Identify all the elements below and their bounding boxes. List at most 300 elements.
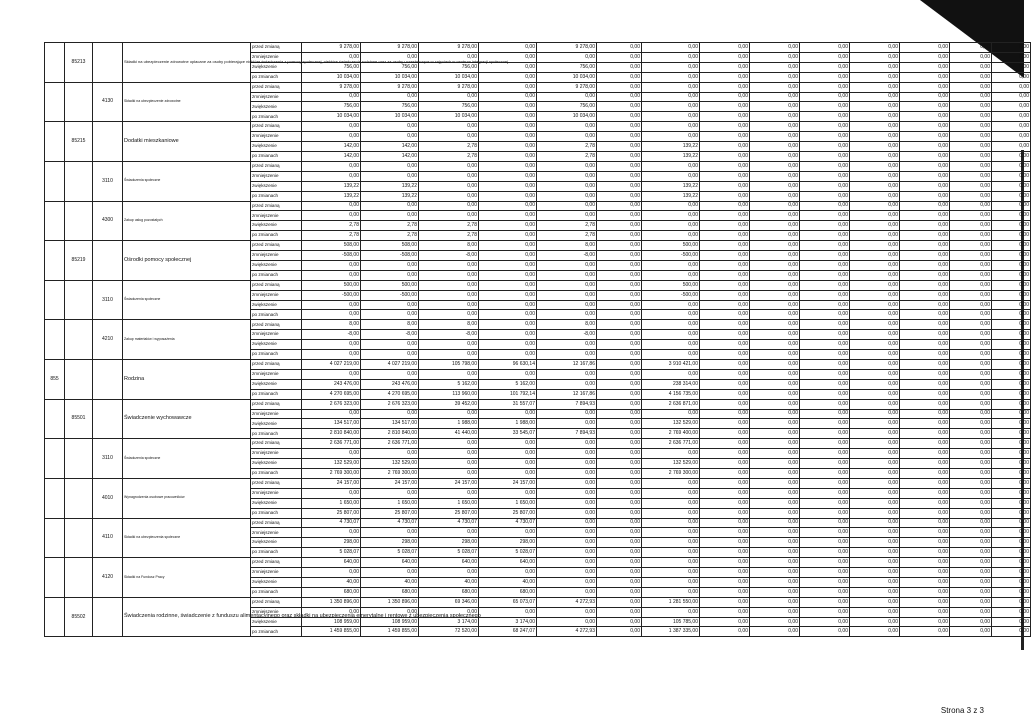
amount-cell: 0,00	[850, 62, 900, 72]
amount-cell: 0,00	[642, 72, 700, 82]
amount-cell: 3 174,00	[419, 617, 479, 627]
amount-cell: 0,00	[850, 577, 900, 587]
amount-cell: 0,00	[700, 231, 750, 241]
item-name-cell: Składki na ubezpieczenie zdrowotne	[123, 82, 251, 122]
amount-cell: 0,00	[850, 151, 900, 161]
amount-cell: 0,00	[750, 82, 800, 92]
amount-cell: 132 529,00	[302, 459, 361, 469]
amount-cell: 65 073,07	[479, 597, 537, 607]
amount-cell: 0,00	[850, 231, 900, 241]
amount-cell: 0,00	[950, 92, 992, 102]
amount-cell: 0,00	[537, 290, 597, 300]
amount-cell: 0,00	[992, 280, 1031, 290]
amount-cell: 0,00	[361, 409, 419, 419]
amount-cell: 0,00	[950, 597, 992, 607]
change-type-label: zwiększenie	[251, 62, 302, 72]
amount-cell: 0,00	[950, 518, 992, 528]
amount-cell: 0,00	[800, 132, 850, 142]
amount-cell: 0,00	[850, 518, 900, 528]
amount-cell: 0,00	[850, 508, 900, 518]
amount-cell: 0,00	[800, 251, 850, 261]
amount-cell: 142,00	[361, 151, 419, 161]
amount-cell: 0,00	[479, 449, 537, 459]
change-type-label: przed zmianą	[251, 82, 302, 92]
amount-cell: 0,00	[950, 409, 992, 419]
amount-cell: 0,00	[850, 399, 900, 409]
change-type-label: po zmianach	[251, 548, 302, 558]
amount-cell: 0,00	[419, 270, 479, 280]
amount-cell: 0,00	[537, 617, 597, 627]
amount-cell: 0,00	[479, 161, 537, 171]
amount-cell: 0,00	[479, 320, 537, 330]
amount-cell: 0,00	[900, 142, 950, 152]
item-name-cell: Wynagrodzenia osobowe pracowników	[123, 478, 251, 518]
amount-cell: 0,00	[750, 528, 800, 538]
amount-cell: 0,00	[700, 379, 750, 389]
amount-cell: 0,00	[537, 498, 597, 508]
amount-cell: 0,00	[361, 528, 419, 538]
amount-cell: 0,00	[750, 577, 800, 587]
amount-cell: 0,00	[642, 508, 700, 518]
amount-cell: 0,00	[750, 498, 800, 508]
amount-cell: 0,00	[700, 62, 750, 72]
amount-cell: 0,00	[597, 548, 642, 558]
amount-cell: 0,00	[700, 270, 750, 280]
table-row	[45, 320, 1031, 330]
amount-cell: 5 162,00	[479, 379, 537, 389]
amount-cell: 0,00	[850, 171, 900, 181]
amount-cell: 0,00	[642, 330, 700, 340]
dzial-cell	[45, 82, 65, 122]
amount-cell: 0,00	[597, 300, 642, 310]
amount-cell: 0,00	[642, 577, 700, 587]
amount-cell: 0,00	[850, 607, 900, 617]
amount-cell: 0,00	[900, 409, 950, 419]
amount-cell: 0,00	[479, 43, 537, 53]
amount-cell: 4 272,93	[537, 597, 597, 607]
change-type-label: po zmianach	[251, 468, 302, 478]
amount-cell: 0,00	[700, 340, 750, 350]
amount-cell: 139,22	[642, 181, 700, 191]
amount-cell: 0,00	[900, 627, 950, 637]
amount-cell: 4 730,07	[302, 518, 361, 528]
amount-cell: 0,00	[800, 122, 850, 132]
amount-cell: 0,00	[479, 369, 537, 379]
amount-cell: 0,00	[700, 82, 750, 92]
amount-cell: 0,00	[850, 300, 900, 310]
amount-cell: 0,00	[642, 211, 700, 221]
amount-cell: 2,78	[419, 231, 479, 241]
amount-cell: 2,78	[361, 221, 419, 231]
amount-cell: 0,00	[992, 568, 1031, 578]
amount-cell: 0,00	[950, 191, 992, 201]
amount-cell: 132 529,00	[642, 419, 700, 429]
rozdzial-cell	[65, 558, 93, 598]
amount-cell: 0,00	[800, 449, 850, 459]
change-type-label: przed zmianą	[251, 320, 302, 330]
amount-cell: 2,78	[537, 142, 597, 152]
amount-cell: 2,78	[302, 231, 361, 241]
amount-cell: 0,00	[992, 241, 1031, 251]
amount-cell: 0,00	[800, 82, 850, 92]
amount-cell: 0,00	[900, 330, 950, 340]
amount-cell: 0,00	[700, 478, 750, 488]
amount-cell: 8,00	[302, 320, 361, 330]
amount-cell: 139,22	[642, 191, 700, 201]
amount-cell: 0,00	[642, 201, 700, 211]
amount-cell: 0,00	[537, 468, 597, 478]
paragraf-cell: 4120	[93, 558, 123, 598]
item-name-cell: Świadczenia społeczne	[123, 280, 251, 320]
amount-cell: 0,00	[750, 449, 800, 459]
amount-cell: 0,00	[800, 112, 850, 122]
amount-cell: 0,00	[900, 310, 950, 320]
amount-cell: 0,00	[597, 211, 642, 221]
amount-cell: 2,78	[537, 151, 597, 161]
amount-cell: 0,00	[992, 52, 1031, 62]
amount-cell: 0,00	[800, 369, 850, 379]
amount-cell: 0,00	[642, 171, 700, 181]
amount-cell: 0,00	[700, 260, 750, 270]
amount-cell: 0,00	[642, 548, 700, 558]
amount-cell: 0,00	[850, 429, 900, 439]
amount-cell: 0,00	[361, 132, 419, 142]
amount-cell: 0,00	[597, 191, 642, 201]
amount-cell: 0,00	[900, 300, 950, 310]
amount-cell: 2,78	[419, 221, 479, 231]
amount-cell: 640,00	[361, 558, 419, 568]
amount-cell: 0,00	[900, 568, 950, 578]
amount-cell: 8,00	[537, 241, 597, 251]
amount-cell: 0,00	[800, 468, 850, 478]
change-type-label: zwiększenie	[251, 300, 302, 310]
amount-cell: 0,00	[850, 468, 900, 478]
amount-cell: 0,00	[800, 379, 850, 389]
amount-cell: 0,00	[850, 241, 900, 251]
paragraf-cell	[93, 399, 123, 439]
amount-cell: 1 350 896,00	[302, 597, 361, 607]
amount-cell: 3 174,00	[479, 617, 537, 627]
amount-cell: 0,00	[900, 241, 950, 251]
change-type-label: przed zmianą	[251, 360, 302, 370]
amount-cell: 640,00	[302, 558, 361, 568]
rozdzial-cell: 85215	[65, 122, 93, 162]
dzial-cell	[45, 280, 65, 320]
amount-cell: 0,00	[900, 43, 950, 53]
amount-cell: 0,00	[700, 419, 750, 429]
amount-cell: 0,00	[900, 439, 950, 449]
amount-cell: 0,00	[700, 191, 750, 201]
amount-cell: 0,00	[992, 389, 1031, 399]
amount-cell: 0,00	[850, 360, 900, 370]
amount-cell: 0,00	[750, 251, 800, 261]
amount-cell: 0,00	[597, 43, 642, 53]
amount-cell: 0,00	[800, 409, 850, 419]
amount-cell: 0,00	[361, 122, 419, 132]
change-type-label: po zmianach	[251, 587, 302, 597]
amount-cell: 0,00	[642, 132, 700, 142]
amount-cell: 0,00	[850, 280, 900, 290]
amount-cell: 0,00	[597, 350, 642, 360]
amount-cell: 2,78	[302, 221, 361, 231]
amount-cell: 5 028,07	[302, 548, 361, 558]
amount-cell: 298,00	[419, 538, 479, 548]
amount-cell: 0,00	[800, 538, 850, 548]
amount-cell: 0,00	[597, 151, 642, 161]
change-type-label: zwiększenie	[251, 498, 302, 508]
amount-cell: 0,00	[900, 508, 950, 518]
amount-cell: 0,00	[750, 369, 800, 379]
amount-cell: 0,00	[642, 122, 700, 132]
amount-cell: 0,00	[750, 62, 800, 72]
amount-cell: 0,00	[642, 231, 700, 241]
amount-cell: 0,00	[750, 587, 800, 597]
amount-cell: 0,00	[800, 429, 850, 439]
amount-cell: 0,00	[642, 350, 700, 360]
amount-cell: 24 157,00	[361, 478, 419, 488]
amount-cell: 0,00	[900, 270, 950, 280]
amount-cell: 0,00	[700, 468, 750, 478]
change-type-label: po zmianach	[251, 310, 302, 320]
amount-cell: 0,00	[900, 290, 950, 300]
amount-cell: 4 270 695,00	[361, 389, 419, 399]
amount-cell: 0,00	[992, 399, 1031, 409]
amount-cell: 0,00	[850, 43, 900, 53]
amount-cell: 0,00	[302, 201, 361, 211]
amount-cell: 0,00	[800, 310, 850, 320]
amount-cell: 0,00	[700, 577, 750, 587]
amount-cell: -8,00	[419, 330, 479, 340]
amount-cell: 25 807,00	[479, 508, 537, 518]
amount-cell: 0,00	[479, 171, 537, 181]
amount-cell: 0,00	[950, 102, 992, 112]
amount-cell: 0,00	[597, 587, 642, 597]
amount-cell: 0,00	[597, 132, 642, 142]
amount-cell: 0,00	[642, 221, 700, 231]
dzial-cell	[45, 122, 65, 162]
amount-cell: 0,00	[950, 577, 992, 587]
amount-cell: 0,00	[361, 161, 419, 171]
amount-cell: 0,00	[642, 449, 700, 459]
amount-cell: 0,00	[992, 122, 1031, 132]
amount-cell: 0,00	[950, 310, 992, 320]
amount-cell: 0,00	[800, 201, 850, 211]
change-type-label: przed zmianą	[251, 43, 302, 53]
amount-cell: 0,00	[700, 241, 750, 251]
amount-cell: 0,00	[800, 488, 850, 498]
amount-cell: 0,00	[419, 459, 479, 469]
amount-cell: 0,00	[800, 142, 850, 152]
amount-cell: 0,00	[950, 221, 992, 231]
amount-cell: 0,00	[537, 92, 597, 102]
amount-cell: 0,00	[992, 82, 1031, 92]
amount-cell: 0,00	[950, 617, 992, 627]
amount-cell: 0,00	[850, 488, 900, 498]
amount-cell: 0,00	[700, 52, 750, 62]
amount-cell: 0,00	[302, 528, 361, 538]
amount-cell: 500,00	[642, 241, 700, 251]
amount-cell: 0,00	[800, 518, 850, 528]
change-type-label: zmniejszenie	[251, 251, 302, 261]
amount-cell: 0,00	[597, 340, 642, 350]
amount-cell: 0,00	[950, 548, 992, 558]
amount-cell: 0,00	[750, 419, 800, 429]
amount-cell: 0,00	[537, 419, 597, 429]
amount-cell: 0,00	[419, 409, 479, 419]
amount-cell: 0,00	[700, 508, 750, 518]
change-type-label: po zmianach	[251, 429, 302, 439]
amount-cell: 0,00	[800, 548, 850, 558]
amount-cell: 0,00	[537, 488, 597, 498]
item-name-cell: Składki na ubezpieczenia społeczne	[123, 518, 251, 558]
paragraf-cell	[93, 360, 123, 400]
amount-cell: 0,00	[302, 92, 361, 102]
amount-cell: 0,00	[537, 211, 597, 221]
change-type-label: zwiększenie	[251, 340, 302, 350]
amount-cell: 0,00	[992, 528, 1031, 538]
amount-cell: 108 959,00	[361, 617, 419, 627]
amount-cell: 0,00	[800, 290, 850, 300]
table-row	[45, 241, 1031, 251]
amount-cell: 0,00	[850, 330, 900, 340]
amount-cell: 0,00	[642, 52, 700, 62]
amount-cell: 0,00	[992, 201, 1031, 211]
amount-cell: 134 517,00	[302, 419, 361, 429]
amount-cell: 0,00	[992, 409, 1031, 419]
amount-cell: 0,00	[750, 122, 800, 132]
amount-cell: 0,00	[800, 350, 850, 360]
amount-cell: 0,00	[597, 241, 642, 251]
amount-cell: 0,00	[992, 112, 1031, 122]
amount-cell: 0,00	[992, 310, 1031, 320]
amount-cell: 0,00	[597, 112, 642, 122]
amount-cell: 0,00	[597, 597, 642, 607]
amount-cell: 0,00	[700, 43, 750, 53]
amount-cell: 2 810 840,00	[302, 429, 361, 439]
amount-cell: 0,00	[750, 310, 800, 320]
amount-cell: 0,00	[750, 518, 800, 528]
amount-cell: 139,22	[361, 181, 419, 191]
amount-cell: 0,00	[597, 290, 642, 300]
amount-cell: 0,00	[850, 597, 900, 607]
amount-cell: 0,00	[992, 161, 1031, 171]
amount-cell: 0,00	[900, 112, 950, 122]
amount-cell: 0,00	[302, 340, 361, 350]
amount-cell: 0,00	[992, 171, 1031, 181]
table-row	[45, 201, 1031, 211]
amount-cell: 0,00	[597, 360, 642, 370]
amount-cell: 0,00	[992, 548, 1031, 558]
amount-cell: 2,78	[537, 231, 597, 241]
amount-cell: 0,00	[992, 429, 1031, 439]
amount-cell: 0,00	[950, 161, 992, 171]
amount-cell: 0,00	[992, 290, 1031, 300]
amount-cell: 9 278,00	[537, 43, 597, 53]
amount-cell: 0,00	[900, 617, 950, 627]
amount-cell: 0,00	[992, 350, 1031, 360]
amount-cell: 0,00	[750, 151, 800, 161]
amount-cell: 0,00	[597, 251, 642, 261]
amount-cell: 0,00	[900, 459, 950, 469]
amount-cell: 0,00	[750, 161, 800, 171]
amount-cell: 0,00	[750, 181, 800, 191]
amount-cell: 4 156 735,00	[642, 389, 700, 399]
amount-cell: 0,00	[479, 251, 537, 261]
amount-cell: -8,00	[419, 251, 479, 261]
amount-cell: 1 281 550,00	[642, 597, 700, 607]
change-type-label: przed zmianą	[251, 280, 302, 290]
amount-cell: 0,00	[950, 260, 992, 270]
amount-cell: 0,00	[419, 290, 479, 300]
amount-cell: 10 034,00	[361, 72, 419, 82]
amount-cell: 68 247,07	[479, 627, 537, 637]
amount-cell: 0,00	[642, 310, 700, 320]
item-name-cell: Ośrodki pomocy społecznej	[123, 241, 251, 281]
amount-cell: 0,00	[750, 280, 800, 290]
amount-cell: 0,00	[900, 201, 950, 211]
amount-cell: 0,00	[361, 310, 419, 320]
change-type-label: zwiększenie	[251, 617, 302, 627]
amount-cell: 0,00	[850, 92, 900, 102]
amount-cell: 25 807,00	[361, 508, 419, 518]
amount-cell: -8,00	[537, 330, 597, 340]
amount-cell: 0,00	[700, 181, 750, 191]
amount-cell: 0,00	[800, 568, 850, 578]
paragraf-cell: 4300	[93, 201, 123, 241]
amount-cell: 0,00	[950, 112, 992, 122]
dzial-cell	[45, 558, 65, 598]
amount-cell: 0,00	[950, 429, 992, 439]
amount-cell: 4 730,07	[419, 518, 479, 528]
amount-cell: 0,00	[537, 260, 597, 270]
amount-cell: 0,00	[750, 399, 800, 409]
amount-cell: 0,00	[992, 419, 1031, 429]
amount-cell: 0,00	[642, 112, 700, 122]
amount-cell: 508,00	[361, 241, 419, 251]
amount-cell: 0,00	[700, 538, 750, 548]
amount-cell: 756,00	[302, 102, 361, 112]
amount-cell: 0,00	[800, 300, 850, 310]
amount-cell: 0,00	[597, 449, 642, 459]
amount-cell: 0,00	[950, 270, 992, 280]
amount-cell: 9 278,00	[419, 43, 479, 53]
amount-cell: 0,00	[302, 449, 361, 459]
amount-cell: 0,00	[900, 151, 950, 161]
amount-cell: 1 459 855,00	[302, 627, 361, 637]
amount-cell: 756,00	[419, 62, 479, 72]
amount-cell: 0,00	[597, 577, 642, 587]
rozdzial-cell	[65, 439, 93, 479]
amount-cell: 0,00	[537, 350, 597, 360]
amount-cell: 756,00	[537, 62, 597, 72]
amount-cell: 0,00	[419, 122, 479, 132]
amount-cell: 0,00	[992, 587, 1031, 597]
amount-cell: 0,00	[302, 310, 361, 320]
amount-cell: 0,00	[992, 508, 1031, 518]
amount-cell: 0,00	[800, 498, 850, 508]
amount-cell: 0,00	[479, 211, 537, 221]
amount-cell: 0,00	[597, 72, 642, 82]
amount-cell: 0,00	[900, 488, 950, 498]
amount-cell: 0,00	[597, 389, 642, 399]
amount-cell: 0,00	[800, 102, 850, 112]
dzial-cell	[45, 201, 65, 241]
amount-cell: 0,00	[950, 62, 992, 72]
table-row	[45, 399, 1031, 409]
amount-cell: 0,00	[750, 478, 800, 488]
amount-cell: 0,00	[950, 340, 992, 350]
amount-cell: 0,00	[361, 171, 419, 181]
